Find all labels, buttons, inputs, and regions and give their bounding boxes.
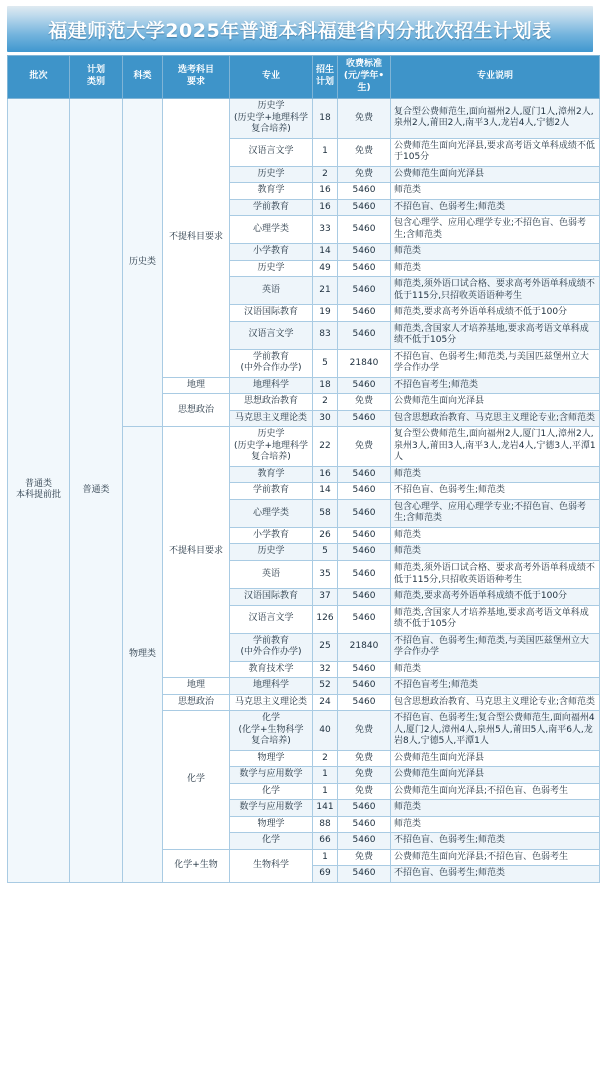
cell-note: 不招色盲、色弱考生;师范类,与美国匹兹堡州立大学合作办学 — [391, 349, 600, 377]
cell-major-line-3: 复合培养) — [251, 452, 291, 463]
cell-quota: 126 — [313, 605, 338, 633]
cell-fee: 免费 — [338, 427, 391, 467]
cell-major: 地理科学 — [230, 377, 313, 394]
cell-fee: 5460 — [338, 544, 391, 561]
cell-quota: 2 — [313, 394, 338, 411]
cell-note: 不招色盲、色弱考生;师范类,与美国匹兹堡州立大学合作办学 — [391, 633, 600, 661]
cell-quota: 58 — [313, 499, 338, 527]
cell-quota: 18 — [313, 377, 338, 394]
cell-quota: 40 — [313, 711, 338, 751]
cell-quota: 14 — [313, 244, 338, 261]
cell-note: 包含思想政治教育、马克思主义理论专业;含师范类 — [391, 694, 600, 711]
cell-fee: 5460 — [338, 377, 391, 394]
cell-note: 不招色盲、色弱考生;复合型公费师范生,面向福州4人,厦门2人,漳州4人,泉州5人,莆田5人,南平6人,龙岩8人,宁德5人,平潭1人 — [391, 711, 600, 751]
cell-quota: 1 — [313, 767, 338, 784]
cell-note: 公费师范生面向光泽县 — [391, 166, 600, 183]
cell-fee: 免费 — [338, 394, 391, 411]
cell-note: 公费师范生面向光泽县 — [391, 767, 600, 784]
cell-fee: 5460 — [338, 483, 391, 500]
cell-fee: 21840 — [338, 349, 391, 377]
cell-quota: 5 — [313, 349, 338, 377]
cell-note: 师范类,含国家人才培养基地,要求高考语文单科成绩不低于105分 — [391, 321, 600, 349]
cell-quota: 49 — [313, 260, 338, 277]
cell-note: 师范类,须外语口试合格、要求高考外语单科成绩不低于115分,只招收英语语种考生 — [391, 560, 600, 588]
column-header-fee — [338, 56, 391, 99]
cell-major: 汉语国际教育 — [230, 305, 313, 322]
cell-quota: 141 — [313, 800, 338, 817]
cell-fee: 5460 — [338, 816, 391, 833]
cell-fee: 5460 — [338, 527, 391, 544]
cell-subject-group: 历史类 — [123, 99, 163, 427]
cell-fee: 5460 — [338, 199, 391, 216]
cell-major: 马克思主义理论类 — [230, 694, 313, 711]
cell-quota: 19 — [313, 305, 338, 322]
cell-quota: 16 — [313, 183, 338, 200]
cell-major: 教育技术学 — [230, 661, 313, 678]
cell-note: 公费师范生面向光泽县,要求高考语文单科成绩不低于105分 — [391, 138, 600, 166]
cell-major: 小学教育 — [230, 244, 313, 261]
cell-note: 师范类 — [391, 244, 600, 261]
cell-major: 小学教育 — [230, 527, 313, 544]
column-header-note: 专业说明 — [391, 56, 600, 99]
cell-major: 历史学 — [230, 544, 313, 561]
cell-quota: 66 — [313, 833, 338, 850]
cell-quota: 33 — [313, 216, 338, 244]
cell-fee: 5460 — [338, 694, 391, 711]
cell-major: 历史学 — [230, 260, 313, 277]
cell-major-line-2: (化学+生物科学 — [238, 724, 304, 735]
column-header-requirement — [163, 56, 230, 99]
cell-note: 公费师范生面向光泽县;不招色盲、色弱考生 — [391, 849, 600, 866]
cell-quota: 18 — [313, 99, 338, 139]
cell-major: 学前教育 — [230, 199, 313, 216]
cell-major — [230, 427, 313, 467]
cell-note: 不招色盲考生;师范类 — [391, 377, 600, 394]
cell-major: 数学与应用数学 — [230, 767, 313, 784]
cell-fee: 5460 — [338, 800, 391, 817]
cell-quota: 30 — [313, 410, 338, 427]
cell-batch — [8, 99, 70, 883]
cell-fee: 免费 — [338, 750, 391, 767]
cell-major-line-1: 历史学 — [257, 429, 285, 440]
cell-major: 心理学类 — [230, 499, 313, 527]
cell-fee: 免费 — [338, 711, 391, 751]
cell-major: 汉语言文学 — [230, 605, 313, 633]
cell-note: 公费师范生面向光泽县 — [391, 394, 600, 411]
cell-fee: 5460 — [338, 605, 391, 633]
cell-major: 英语 — [230, 277, 313, 305]
cell-note: 公费师范生面向光泽县;不招色盲、色弱考生 — [391, 783, 600, 800]
cell-major-line-3: 复合培养) — [251, 124, 291, 135]
cell-fee: 5460 — [338, 305, 391, 322]
cell-major — [230, 349, 313, 377]
cell-quota: 2 — [313, 166, 338, 183]
cell-major — [230, 99, 313, 139]
cell-major-line-2: (中外合作办学) — [240, 363, 302, 374]
cell-major-line-1: 学前教育 — [252, 351, 289, 362]
cell-quota: 21 — [313, 277, 338, 305]
cell-note: 复合型公费师范生,面向福州2人,厦门1人,漳州2人,泉州3人,莆田3人,南平3人,龙岩4人,宁德3人,平潭1人 — [391, 427, 600, 467]
cell-note: 不招色盲、色弱考生;师范类 — [391, 483, 600, 500]
cell-quota: 1 — [313, 783, 338, 800]
cell-note: 师范类 — [391, 816, 600, 833]
cell-major: 马克思主义理论类 — [230, 410, 313, 427]
page-title: 福建师范大学2025年普通本科福建省内分批次招生计划表 — [48, 19, 552, 42]
cell-note: 不招色盲考生;师范类 — [391, 678, 600, 695]
cell-note: 包含思想政治教育、马克思主义理论专业;含师范类 — [391, 410, 600, 427]
cell-major: 化学 — [230, 783, 313, 800]
cell-major: 物理学 — [230, 750, 313, 767]
cell-requirement: 化学+生物 — [163, 849, 230, 882]
cell-note: 师范类 — [391, 800, 600, 817]
cell-major-line-3: 复合培养) — [251, 736, 291, 747]
cell-requirement: 化学 — [163, 711, 230, 850]
cell-major: 生物科学 — [230, 849, 313, 882]
cell-note: 复合型公费师范生,面向福州2人,厦门1人,漳州2人,泉州2人,莆田2人,南平3人,龙岩4人,宁德2人 — [391, 99, 600, 139]
cell-major-line-2: (中外合作办学) — [240, 647, 302, 658]
plan-table-page — [0, 6, 600, 1091]
cell-requirement: 思想政治 — [163, 394, 230, 427]
cell-quota: 16 — [313, 466, 338, 483]
column-header-requirement-line2: 要求 — [186, 77, 205, 87]
column-header-subject-group: 科类 — [123, 56, 163, 99]
cell-major-line-2: (历史学+地理科学 — [233, 112, 309, 123]
cell-major: 汉语国际教育 — [230, 589, 313, 606]
cell-quota: 26 — [313, 527, 338, 544]
cell-note: 师范类,要求高考外语单科成绩不低于100分 — [391, 305, 600, 322]
cell-quota: 24 — [313, 694, 338, 711]
cell-requirement: 思想政治 — [163, 694, 230, 711]
cell-fee: 5460 — [338, 260, 391, 277]
column-header-requirement-line1: 选考科目 — [177, 65, 214, 76]
cell-requirement: 地理 — [163, 678, 230, 695]
cell-fee: 5460 — [338, 833, 391, 850]
cell-fee: 5460 — [338, 410, 391, 427]
column-header-quota-line1: 招生 — [316, 65, 335, 76]
cell-note: 师范类,含国家人才培养基地,要求高考语文单科成绩不低于105分 — [391, 605, 600, 633]
column-header-fee-line1: 收费标准 — [345, 59, 382, 70]
cell-quota: 22 — [313, 427, 338, 467]
header-row — [8, 56, 600, 99]
cell-note: 师范类 — [391, 183, 600, 200]
cell-note: 公费师范生面向光泽县 — [391, 750, 600, 767]
cell-quota: 37 — [313, 589, 338, 606]
cell-major-line-1: 化学 — [261, 713, 280, 724]
cell-fee: 免费 — [338, 166, 391, 183]
cell-major: 心理学类 — [230, 216, 313, 244]
cell-fee: 免费 — [338, 138, 391, 166]
cell-fee: 5460 — [338, 678, 391, 695]
cell-note: 包含心理学、应用心理学专业;不招色盲、色弱考生;含师范类 — [391, 499, 600, 527]
cell-quota: 1 — [313, 138, 338, 166]
cell-note: 不招色盲、色弱考生;师范类 — [391, 199, 600, 216]
cell-major: 数学与应用数学 — [230, 800, 313, 817]
cell-quota: 2 — [313, 750, 338, 767]
column-header-major: 专业 — [230, 56, 313, 99]
cell-major — [230, 633, 313, 661]
cell-note: 不招色盲、色弱考生;师范类 — [391, 866, 600, 883]
column-header-quota — [313, 56, 338, 99]
table-row — [8, 99, 600, 139]
cell-note: 师范类 — [391, 466, 600, 483]
cell-major: 思想政治教育 — [230, 394, 313, 411]
cell-plan-category: 普通类 — [70, 99, 123, 883]
cell-fee: 5460 — [338, 866, 391, 883]
column-header-batch: 批次 — [8, 56, 70, 99]
cell-quota: 25 — [313, 633, 338, 661]
cell-major — [230, 711, 313, 751]
cell-major: 地理科学 — [230, 678, 313, 695]
cell-quota: 16 — [313, 199, 338, 216]
cell-major: 汉语言文学 — [230, 138, 313, 166]
cell-fee: 免费 — [338, 849, 391, 866]
cell-quota: 5 — [313, 544, 338, 561]
cell-quota: 14 — [313, 483, 338, 500]
cell-quota: 69 — [313, 866, 338, 883]
column-header-plan-category-line1: 计划 — [86, 65, 105, 76]
cell-requirement: 不提科目要求 — [163, 427, 230, 678]
cell-fee: 5460 — [338, 589, 391, 606]
cell-quota: 88 — [313, 816, 338, 833]
cell-fee: 免费 — [338, 99, 391, 139]
cell-fee: 5460 — [338, 560, 391, 588]
cell-quota: 32 — [313, 661, 338, 678]
cell-note: 师范类 — [391, 527, 600, 544]
cell-quota: 1 — [313, 849, 338, 866]
column-header-plan-category-line2: 类别 — [86, 77, 105, 87]
cell-major: 历史学 — [230, 166, 313, 183]
table-body — [8, 99, 600, 883]
cell-quota: 35 — [313, 560, 338, 588]
cell-subject-group: 物理类 — [123, 427, 163, 882]
cell-fee: 21840 — [338, 633, 391, 661]
cell-major-line-1: 学前教育 — [252, 635, 289, 646]
cell-major: 汉语言文学 — [230, 321, 313, 349]
cell-fee: 5460 — [338, 183, 391, 200]
cell-quota: 83 — [313, 321, 338, 349]
cell-major: 教育学 — [230, 183, 313, 200]
column-header-plan-category — [70, 56, 123, 99]
column-header-quota-line2: 计划 — [316, 77, 335, 87]
cell-quota: 52 — [313, 678, 338, 695]
cell-fee: 5460 — [338, 277, 391, 305]
cell-note: 包含心理学、应用心理学专业;不招色盲、色弱考生;含师范类 — [391, 216, 600, 244]
cell-major: 教育学 — [230, 466, 313, 483]
cell-major: 物理学 — [230, 816, 313, 833]
cell-fee: 5460 — [338, 216, 391, 244]
cell-note: 师范类,要求高考外语单科成绩不低于100分 — [391, 589, 600, 606]
cell-fee: 免费 — [338, 767, 391, 784]
cell-major: 化学 — [230, 833, 313, 850]
cell-major: 学前教育 — [230, 483, 313, 500]
cell-fee: 5460 — [338, 466, 391, 483]
cell-requirement: 地理 — [163, 377, 230, 394]
cell-fee: 5460 — [338, 499, 391, 527]
cell-major-line-2: (历史学+地理科学 — [233, 440, 309, 451]
cell-note: 师范类 — [391, 661, 600, 678]
cell-batch-line1: 普通类 — [24, 478, 52, 489]
cell-note: 不招色盲、色弱考生;师范类 — [391, 833, 600, 850]
cell-requirement: 不提科目要求 — [163, 99, 230, 378]
cell-note: 师范类 — [391, 544, 600, 561]
cell-fee: 免费 — [338, 783, 391, 800]
table-header — [8, 56, 600, 99]
cell-major-line-1: 历史学 — [257, 101, 285, 111]
cell-fee: 5460 — [338, 321, 391, 349]
page-title-banner — [7, 6, 593, 52]
cell-fee: 5460 — [338, 244, 391, 261]
cell-fee: 5460 — [338, 661, 391, 678]
cell-note: 师范类 — [391, 260, 600, 277]
column-header-fee-line2: (元/学年•生) — [343, 71, 385, 93]
admission-plan-table — [7, 55, 600, 883]
cell-batch-line2: 本科提前批 — [15, 490, 61, 501]
cell-note: 师范类,须外语口试合格、要求高考外语单科成绩不低于115分,只招收英语语种考生 — [391, 277, 600, 305]
cell-major: 英语 — [230, 560, 313, 588]
